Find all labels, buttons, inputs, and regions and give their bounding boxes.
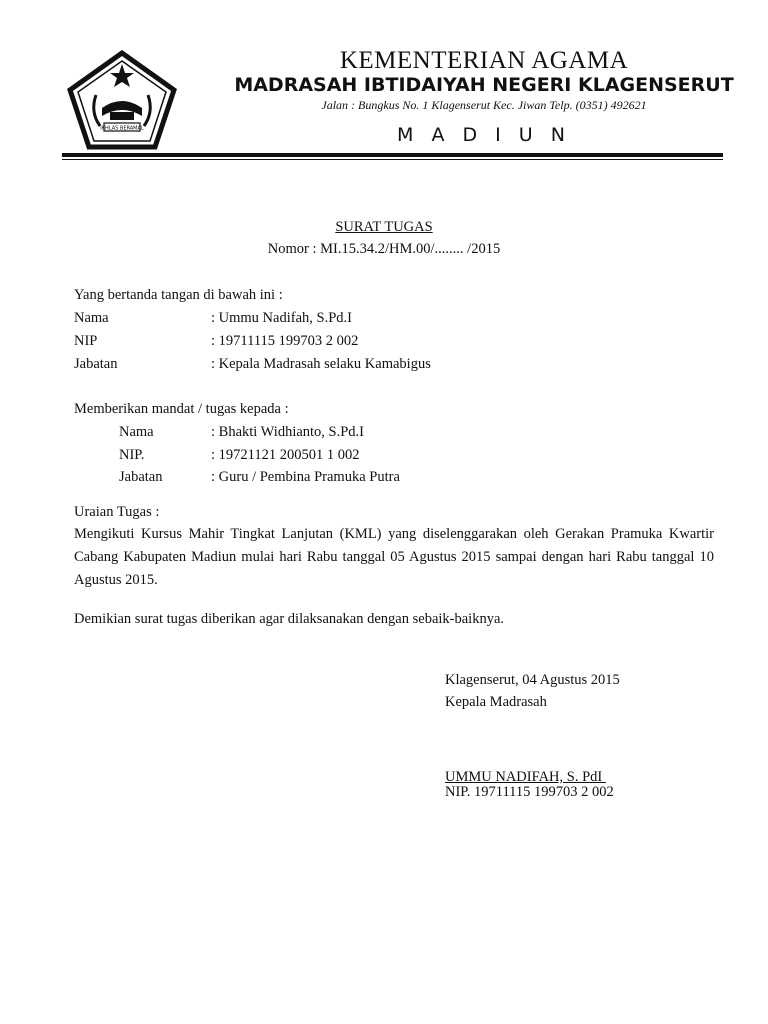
signer-position-label: Jabatan bbox=[74, 356, 118, 372]
signer-nip-label: NIP bbox=[74, 333, 98, 349]
ministry-logo bbox=[66, 50, 178, 150]
svg-text:IKHLAS BERAMAL: IKHLAS BERAMAL bbox=[100, 125, 144, 132]
mandate-intro: Memberikan mandat / tugas kepada : bbox=[74, 401, 289, 417]
signer-name-value: : Ummu Nadifah, S.Pd.I bbox=[211, 310, 352, 326]
signer-name-label: Nama bbox=[74, 310, 109, 326]
ministry-name: KEMENTERIAN AGAMA bbox=[339, 47, 629, 74]
place-date: Klagenserut, 04 Agustus 2015 bbox=[445, 672, 620, 688]
signer-position-value: : Kepala Madrasah selaku Kamabigus bbox=[211, 356, 431, 372]
task-body: Mengikuti Kursus Mahir Tingkat Lanjutan (KML) yang diselenggarakan oleh Gerakan Pramuka Kwartir Cabang Kabupaten Madiun mulai hari Rabu tanggal 05 Agustus 2015 sampai dengan hari Rabu tanggal 10 Agustus 2015. bbox=[74, 526, 714, 588]
signer-nip-value: : 19711115 199703 2 002 bbox=[211, 333, 359, 349]
task-heading: Uraian Tugas : bbox=[74, 504, 160, 520]
header-rule-thick bbox=[62, 153, 723, 157]
assignee-nip-label: NIP. bbox=[119, 447, 145, 463]
signer-nip: NIP. 19711115 199703 2 002 bbox=[445, 784, 614, 800]
assignee-position-label: Jabatan bbox=[119, 469, 163, 485]
assignee-name-value: : Bhakti Widhianto, S.Pd.I bbox=[211, 424, 365, 440]
signer-name: UMMU NADIFAH, S. PdI bbox=[445, 769, 606, 785]
letter-title: SURAT TUGAS bbox=[335, 219, 433, 235]
school-name: MADRASAH IBTIDAIYAH NEGERI KLAGENSERUT bbox=[234, 74, 734, 96]
assignee-nip-value: : 19721121 200501 1 002 bbox=[211, 447, 360, 463]
intro-text: Yang bertanda tangan di bawah ini : bbox=[74, 287, 283, 303]
assignee-name-label: Nama bbox=[119, 424, 154, 440]
closing-text: Demikian surat tugas diberikan agar dilaksanakan dengan sebaik-baiknya. bbox=[74, 611, 505, 627]
city-name: M A D I U N bbox=[397, 124, 571, 146]
school-address: Jalan : Bungkus No. 1 Klagenserut Kec. Jiwan Telp. (0351) 492621 bbox=[321, 98, 647, 112]
assignee-position-value: : Guru / Pembina Pramuka Putra bbox=[211, 469, 400, 485]
header-rule-thin bbox=[62, 159, 723, 160]
letter-number: Nomor : MI.15.34.2/HM.00/........ /2015 bbox=[267, 241, 501, 257]
signer-title: Kepala Madrasah bbox=[445, 694, 547, 710]
